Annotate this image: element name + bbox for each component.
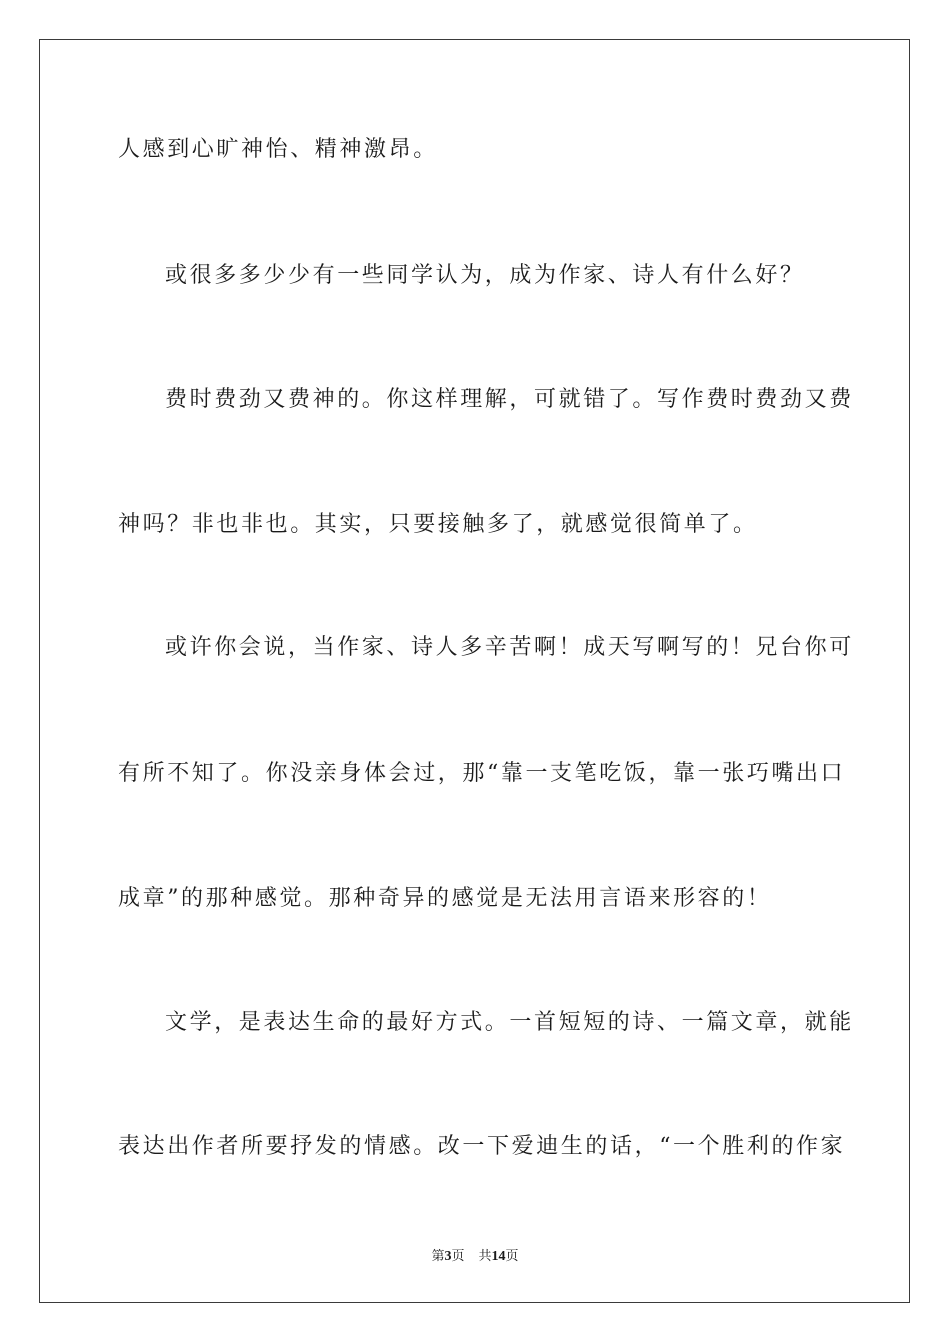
total-pages: 14	[491, 1249, 506, 1264]
text-line-3: 费时费劲又费神的。你这样理解，可就错了。写作费时费劲又费	[165, 387, 854, 412]
text-line-5: 或许你会说，当作家、诗人多辛苦啊！成天写啊写的！兄台你可	[165, 635, 854, 660]
page-number: 3	[444, 1249, 452, 1264]
text-line-2: 或很多多少少有一些同学认为，成为作家、诗人有什么好？	[165, 263, 805, 288]
page-footer	[0, 1249, 950, 1265]
text-line-7: 成章”的那种感觉。那种奇异的感觉是无法用言语来形容的！	[118, 886, 772, 911]
text-line-8: 文学，是表达生命的最好方式。一首短短的诗、一篇文章，就能	[165, 1010, 854, 1035]
total-suffix: 页	[505, 1249, 519, 1264]
text-line-9: 表达出作者所要抒发的情感。改一下爱迪生的话，“一个胜利的作家	[118, 1134, 846, 1159]
text-line-1: 人感到心旷神怡、精神激昂。	[118, 137, 438, 162]
page-prefix: 第	[431, 1249, 445, 1264]
page-suffix: 页	[451, 1249, 465, 1264]
text-line-4: 神吗？非也非也。其实，只要接触多了，就感觉很简单了。	[118, 512, 758, 537]
page-border	[39, 39, 910, 1303]
total-prefix: 共	[478, 1249, 492, 1264]
text-line-6: 有所不知了。你没亲身体会过，那“靠一支笔吃饭，靠一张巧嘴出口	[118, 761, 846, 786]
